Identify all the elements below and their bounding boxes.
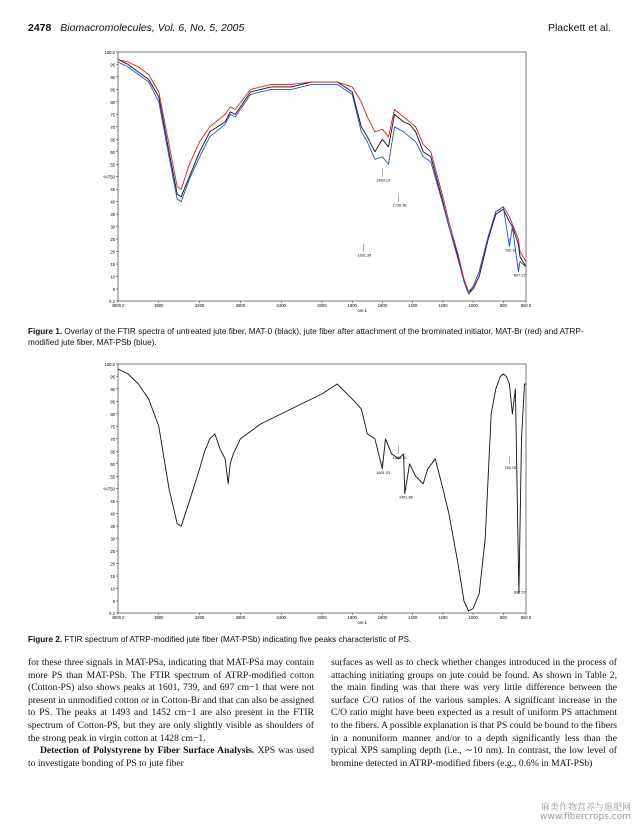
y-tick-label: 5 (112, 599, 115, 605)
y-axis-label: %T (103, 174, 111, 180)
y-tick-label: 90 (110, 386, 115, 392)
y-tick-label: 5 (112, 287, 115, 293)
y-tick-label: 60 (110, 461, 115, 467)
y-tick-label: 45 (110, 499, 115, 505)
figure-2-label: Figure 2. (28, 635, 63, 644)
y-tick-label: 95 (110, 374, 115, 380)
spectrum-line-red (118, 60, 526, 292)
y-tick-label: 90 (110, 74, 115, 80)
x-tick-label: 1600 (377, 615, 388, 620)
x-tick-label: 1800 (347, 303, 357, 308)
x-tick-label: 800 (499, 303, 507, 308)
x-tick-label: 1200 (438, 303, 448, 308)
running-authors: Plackett et al. (547, 22, 611, 34)
peak-annotation: 1601.39 (357, 253, 372, 258)
spectrum-line-black (118, 369, 526, 611)
x-tick-label: 1800 (347, 615, 357, 620)
watermark-url: www.fibercrops.com (540, 812, 631, 822)
y-tick-label: 40 (110, 199, 115, 205)
y-axis-label: %T (103, 486, 111, 492)
body-column-left (28, 657, 314, 770)
y-tick-label: 55 (110, 474, 115, 480)
x-tick-label: 1200 (438, 615, 448, 620)
x-tick-label: 1600 (377, 303, 388, 308)
y-tick-label: 65 (110, 137, 115, 143)
y-tick-label: 80 (110, 411, 115, 417)
x-tick-label: 3600 (154, 303, 164, 308)
x-tick-label: 4000.0 (111, 303, 125, 308)
y-tick-label: 45 (110, 187, 115, 193)
x-axis-label: cm-1 (357, 620, 367, 625)
x-tick-label: 3200 (194, 615, 205, 620)
y-tick-label: 35 (110, 212, 115, 218)
x-tick-label: 3200 (194, 303, 205, 308)
y-tick-label: 80 (110, 99, 115, 105)
y-tick-label: 85 (110, 399, 115, 405)
x-axis-label: cm-1 (357, 308, 367, 313)
spectrum-line-black (118, 60, 526, 295)
figure-2-caption-text: FTIR spectrum of ATRP-modified jute fiber (MAT-PSb) indicating five peaks characteristic of PS. (64, 635, 412, 644)
x-tick-label: 650.0 (520, 615, 532, 620)
x-tick-label: 2000 (317, 303, 327, 308)
y-tick-label: 50 (110, 486, 115, 492)
y-tick-label: 40 (110, 511, 115, 517)
y-tick-label: 10 (110, 586, 115, 592)
x-tick-label: 2400 (276, 303, 286, 308)
plot-frame (118, 364, 526, 613)
x-tick-label: 3600 (154, 615, 164, 620)
peak-annotation: 1493.13 (376, 178, 391, 183)
y-tick-label: 50 (110, 174, 115, 180)
x-tick-label: 1000 (468, 303, 478, 308)
y-tick-label: 85 (110, 87, 115, 93)
y-tick-label: 30 (110, 224, 115, 230)
y-tick-label: 60 (110, 149, 115, 155)
y-tick-label: 25 (110, 237, 115, 243)
peak-annotation: 1601.51 (376, 470, 391, 475)
y-tick-label: 70 (110, 124, 115, 130)
watermark-chinese: 麻类作物营养与施肥网 (540, 803, 631, 813)
x-tick-label: 2000 (317, 615, 327, 620)
x-tick-label: 650.0 (520, 303, 532, 308)
peak-annotation: 1451.86 (398, 495, 413, 500)
body-column-right (331, 657, 617, 770)
spectrum-line-blue (118, 62, 526, 294)
y-tick-label: 20 (110, 561, 115, 567)
plot-frame (118, 52, 526, 301)
y-tick-label: 10 (110, 274, 115, 280)
peak-annotation: 697.57 (513, 590, 526, 595)
paragraph: surfaces as well as to check whether changes introduced in the process of attaching initiating groups on jute could be found. As shown in Table 2, the main finding was that there was very little difference between the surface C/O ratios of the various samples. A significant increase in the C/O ratio might have been expected as a result of uniform PS attachment to the fibers. A possible explanation is that PS could be bound to the fibers in a nonuniform manner and/or to a depth significantly less than the typical XPS sampling depth (i.e., ∼10 nm). In contrast, the low level of bromine detected in ATRP-modified fibers (e.g., 0.6% in MAT-PSb) (331, 657, 617, 769)
figure-1-label: Figure 1. (28, 327, 63, 336)
peak-annotation: 1726.38 (392, 203, 407, 208)
y-tick-label: 15 (110, 574, 115, 580)
page-header (28, 22, 611, 36)
y-tick-label: 100.0 (104, 50, 115, 55)
x-tick-label: 2800 (235, 615, 246, 620)
x-tick-label: 2400 (276, 615, 286, 620)
y-tick-label: 30 (110, 536, 115, 542)
figure-1-caption (28, 326, 611, 348)
y-tick-label: 55 (110, 162, 115, 168)
paragraph: for these three signals in MAT-PSa, indicating that MAT-PSa may contain more PS than MAT-PSb. The FTIR spectrum of ATRP-modified cotton (Cotton-PS) also shows peaks at 1601, 739, and 697 cm−1 that were not present in unmodified cotton or in Cotton-Br and that can also be assigned to PS. The peaks at 1493 and 1452 cm−1 are also present in the FTIR spectrum of Cotton-PS, but they are only slightly visible as shoulders of the strong peak in virgin cotton at 1428 cm−1. (28, 657, 314, 744)
figure-2-chart (96, 358, 536, 626)
section-paragraph (28, 745, 314, 770)
y-tick-label: 25 (110, 549, 115, 555)
ftir-plot (96, 46, 536, 314)
peak-annotation: 1493.10 (392, 455, 407, 460)
y-tick-label: 20 (110, 249, 115, 255)
journal-citation: Biomacromolecules, Vol. 6, No. 5, 2005 (60, 22, 245, 34)
y-tick-label: 0.2 (109, 299, 115, 304)
x-tick-label: 1000 (468, 615, 478, 620)
peak-annotation: 697.27 (514, 273, 526, 278)
y-tick-label: 65 (110, 449, 115, 455)
figure-2-caption (28, 634, 611, 645)
y-tick-label: 15 (110, 262, 115, 268)
y-tick-label: 75 (110, 424, 115, 430)
section-heading: Detection of Polystyrene by Fiber Surface Analysis. (40, 745, 255, 757)
x-tick-label: 4000.0 (111, 615, 125, 620)
y-tick-label: 35 (110, 524, 115, 530)
x-tick-label: 1400 (408, 615, 418, 620)
paragraph-text: XPS was used to investigate bonding of PS to jute fiber (28, 745, 314, 769)
y-tick-label: 75 (110, 112, 115, 118)
x-tick-label: 800 (499, 615, 507, 620)
peak-annotation: 760.11 (504, 248, 517, 253)
y-tick-label: 70 (110, 436, 115, 442)
y-tick-label: 0.2 (109, 611, 115, 616)
figure-1-chart (96, 46, 536, 314)
x-tick-label: 1400 (408, 303, 418, 308)
peak-annotation: 760.15 (504, 465, 517, 470)
page-number: 2478 (28, 22, 52, 34)
y-tick-label: 95 (110, 62, 115, 68)
ftir-plot (96, 358, 536, 626)
y-tick-label: 100.0 (104, 362, 115, 367)
figure-1-caption-text: Overlay of the FTIR spectra of untreated jute fiber, MAT-0 (black), jute fiber after attachment of the brominated initiator, MAT-Br (red) and ATRP-modified jute fiber, MAT-PSb (blue). (28, 327, 584, 347)
x-tick-label: 2800 (235, 303, 246, 308)
